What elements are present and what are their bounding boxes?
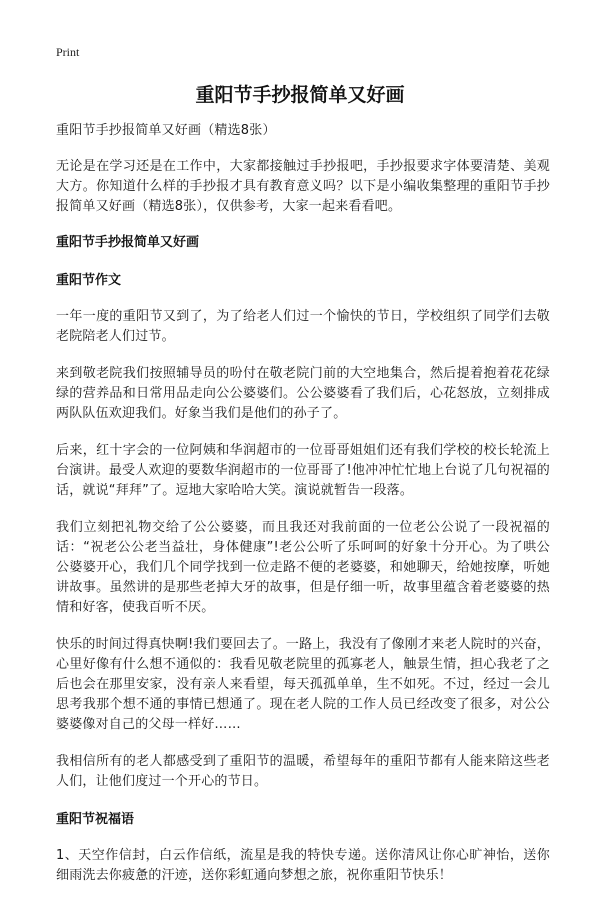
- greeting-item: 1、天空作信封，白云作信纸，流星是我的特快专递。送你清风让你心旷神怡，送你细雨洗去你疲惫的汗迹，送你彩虹通向梦想之旅，祝你重阳节快乐！: [56, 848, 550, 883]
- greetings-heading: 重阳节祝福语: [56, 812, 135, 827]
- article-subtitle: 重阳节手抄报简单又好画（精选8张）: [56, 123, 276, 138]
- essay-paragraph: 我们立刻把礼物交给了公公婆婆，而且我还对我前面的一位老公公说了一段祝福的话：“祝老公公老当益壮，身体健康”!老公公听了乐呵呵的好象十分开心。为了哄公公婆婆开心，我们几个同学找到一位走路不便的老婆婆，和她聊天，给她按摩，听她讲故事。虽然讲的是那些老掉大牙的故事，但是仔细一听，故事里蕴含着老婆婆的热情和好客，使我百听不厌。: [56, 520, 550, 615]
- page-title: 重阳节手抄报简单又好画: [195, 84, 405, 106]
- essay-heading: 重阳节作文: [56, 273, 122, 288]
- essay-paragraph: 快乐的时间过得真快啊!我们要回去了。一路上，我没有了像刚才来老人院时的兴奋，心里好像有什么想不通似的：我看见敬老院里的孤寡老人，触景生情，担心我老了之后也会在那里安家，没有亲人来看望，每天孤孤单单，生不如死。不过，经过一会儿思考我那个想不通的事情已想通了。现在老人院的工作人员已经改变了很多，对公公婆婆像对自己的父母一样好……: [56, 637, 550, 732]
- essay-paragraph: 后来，红十字会的一位阿姨和华润超市的一位哥哥姐姐们还有我们学校的校长轮流上台演讲。最受人欢迎的要数华润超市的一位哥哥了!他冲冲忙忙地上台说了几句祝福的话，就说“拜拜”了。逗地大家哈哈大笑。演说就暂告一段落。: [56, 443, 550, 498]
- essay-paragraph: 一年一度的重阳节又到了，为了给老人们过一个愉快的节日，学校组织了同学们去敬老院陪老人们过节。: [56, 309, 550, 344]
- print-link[interactable]: Print: [56, 45, 80, 59]
- article-body: [56, 121, 550, 903]
- section-heading: 重阳节手抄报简单又好画: [56, 235, 200, 250]
- essay-paragraph: 来到敬老院我们按照辅导员的吩付在敬老院门前的大空地集合，然后提着抱着花花绿绿的营养品和日常用品走向公公婆婆们。公公婆婆看了我们后，心花怒放，立刻排成两队队伍欢迎我们。好象当我们是他们的孙子了。: [56, 366, 550, 421]
- essay-paragraph: 我相信所有的老人都感受到了重阳节的温暖，希望每年的重阳节都有人能来陪这些老人们，让他们度过一个开心的节日。: [56, 754, 550, 789]
- intro-paragraph: 无论是在学习还是在工作中，大家都接触过手抄报吧，手抄报要求字体要清楚、美观大方。你知道什么样的手抄报才具有教育意义吗？以下是小编收集整理的重阳节手抄报简单又好画（精选8张），仅供参考，大家一起来看看吧。: [56, 159, 550, 214]
